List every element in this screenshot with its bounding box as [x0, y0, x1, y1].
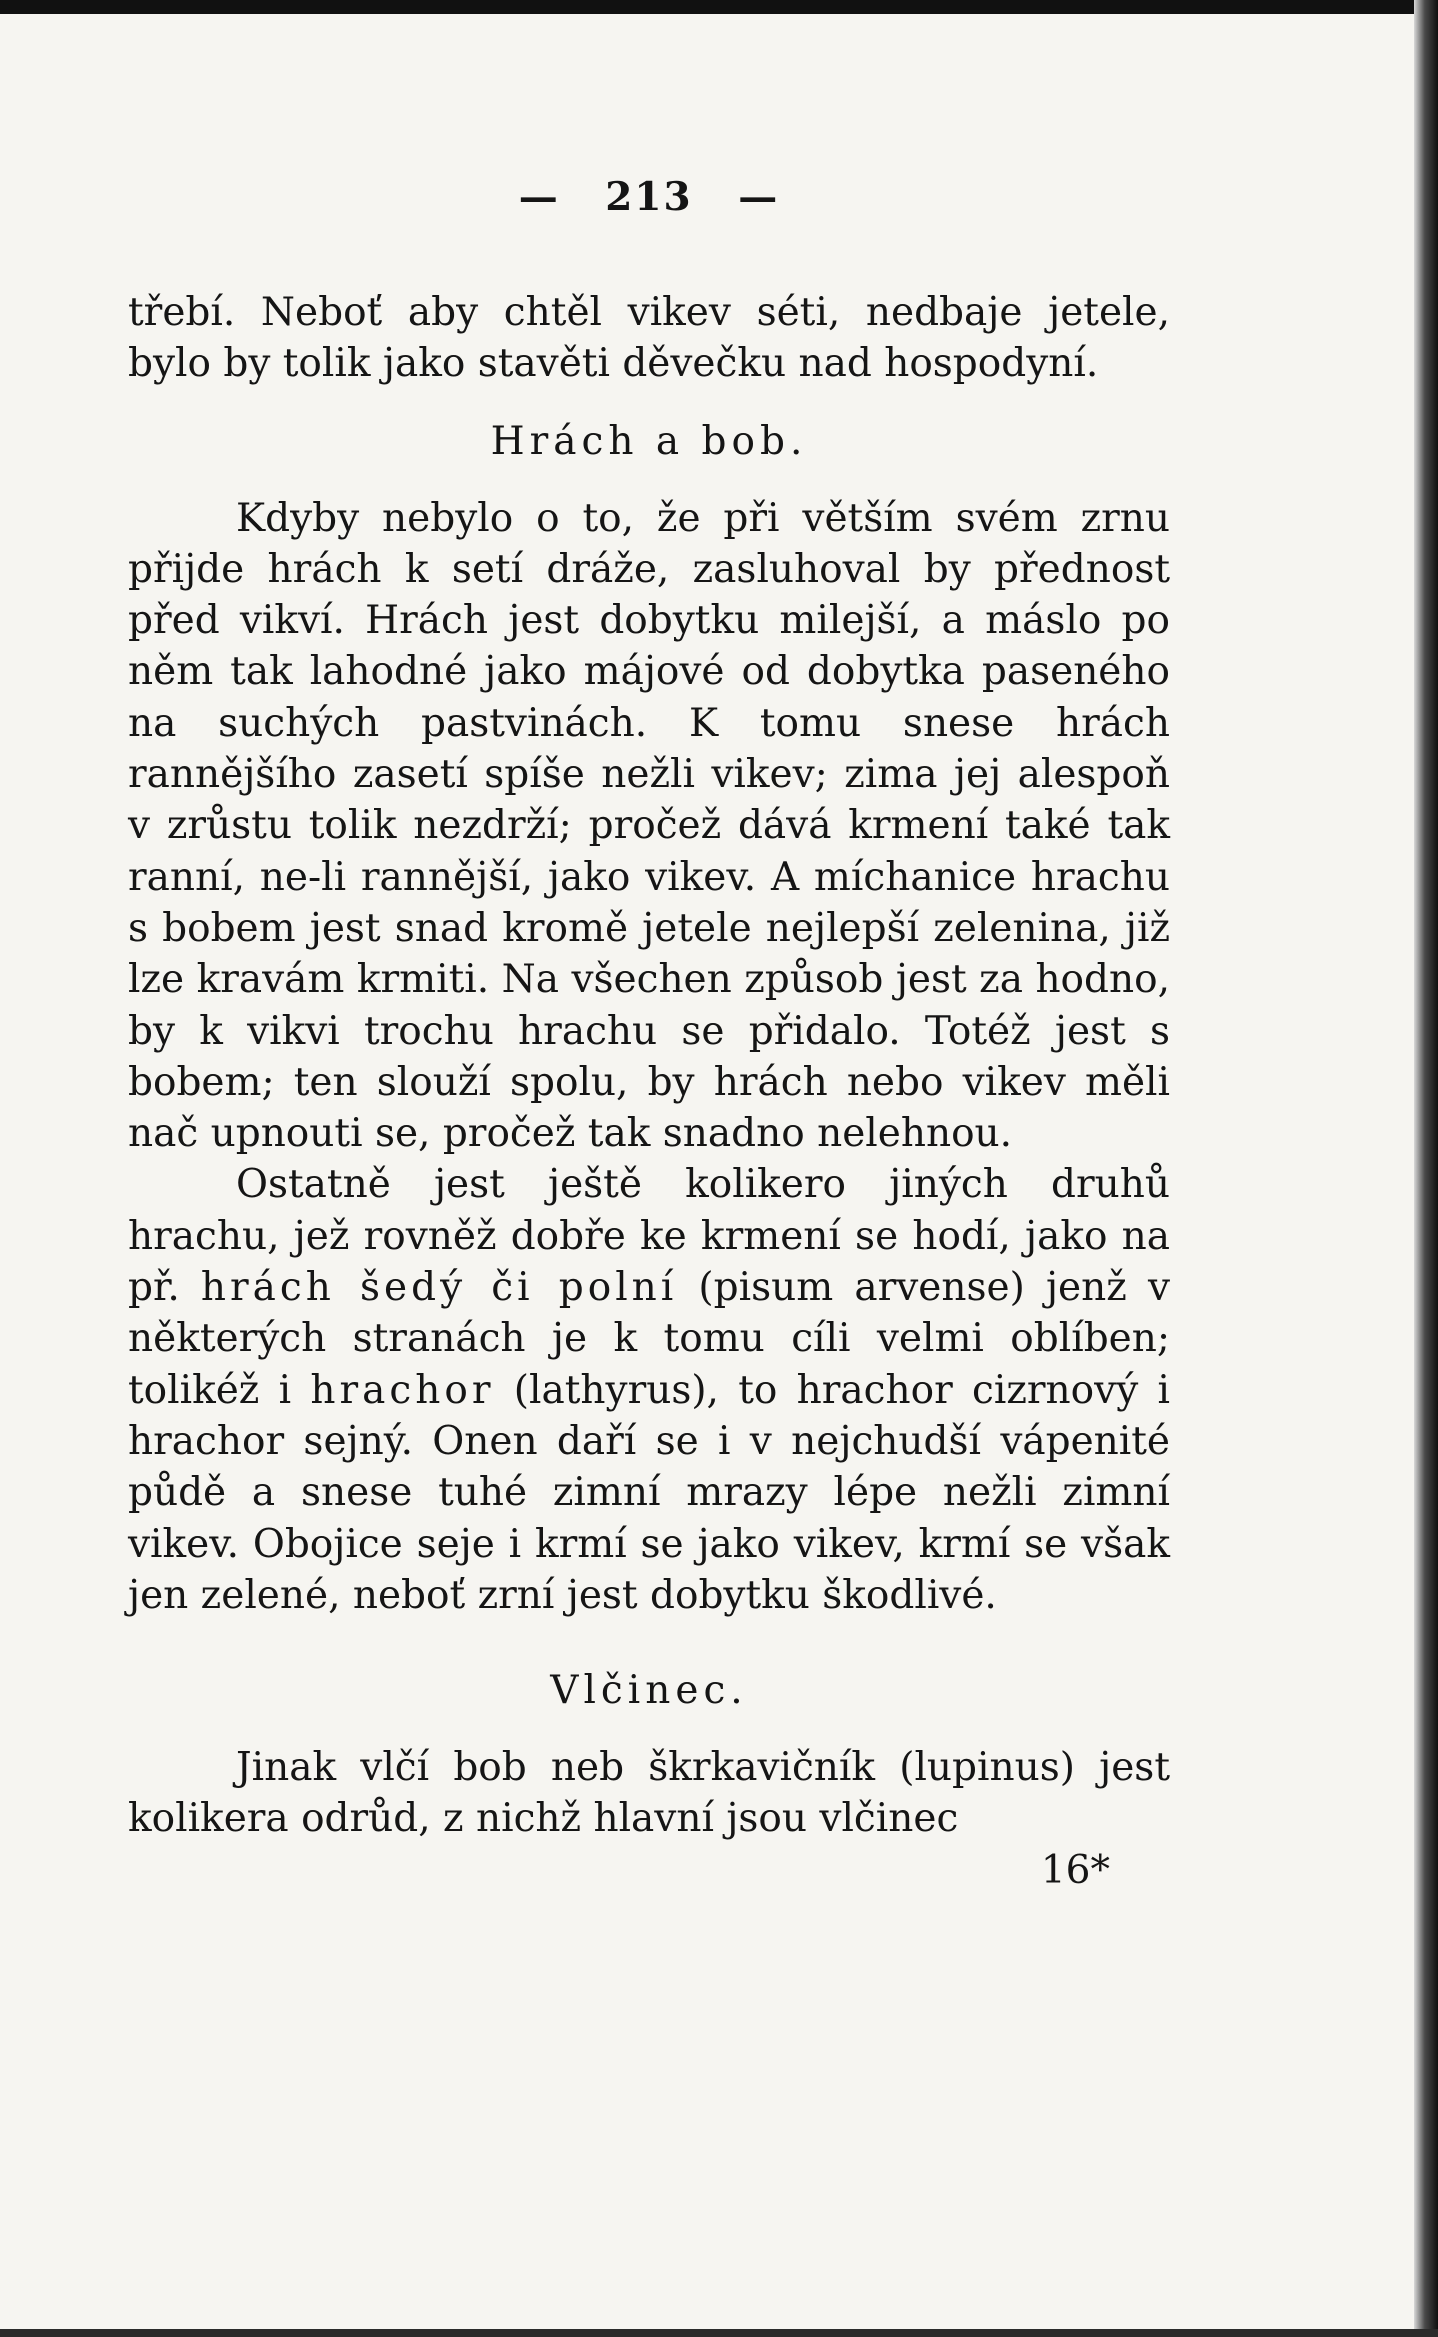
page-bottom-edge — [0, 2329, 1438, 2337]
paragraph-other-varieties — [128, 1159, 1170, 1621]
page-number-dash-left: — — [518, 174, 560, 220]
page-text — [128, 100, 1170, 1896]
page-number: 213 — [605, 174, 693, 220]
paragraph-other-varieties-part-2: (pisum arvense) jenž v některých stranách je k tomu cíli velmi oblíben; tolikéž i — [128, 1265, 1170, 1413]
page-top-edge — [0, 0, 1438, 14]
paragraph-other-varieties-part-3: (lathyrus), to hrachor cizrnový i hrachor sejný. Onen daří se i v nejchudší vápenité půdě a snese tuhé zimní mrazy lépe nežli zimní vikev. Obojice seje i krmí se jako vikev, krmí se však jen zelené, neboť zrní jest dobytku škodlivé. — [128, 1367, 1170, 1618]
term-hrachor: hrachor — [310, 1367, 495, 1413]
page-number-dash-right: — — [738, 174, 780, 220]
section-heading-vlcinec: Vlčinec. — [550, 1668, 748, 1714]
paragraph-continuation: třebí. Neboť aby chtěl vikev séti, nedbaje jetele, bylo by tolik jako stavěti děvečku nad hospodyní. — [128, 290, 1170, 387]
paragraph-other-varieties-part-1: Ostatně jest ještě kolikero jiných druhů hrachu, jež rovněž dobře ke krmení se hodí, jako na př. — [128, 1162, 1170, 1311]
section-heading-hrach-a-bob: Hrách a bob. — [490, 418, 808, 464]
paragraph-hrach-a-bob: Kdyby nebylo o to, že při větším svém zrnu přijde hrách k setí dráže, zasluhoval by přednost před vikví. Hrách jest dobytku milejší, a máslo po něm tak lahodné jako májové od dobytka paseného na suchých pastvinách. K tomu snese hrách rannějšího zasetí spíše nežli vikev; zima jej alespoň v zrůstu tolik nezdrží; pročež dává krmení také tak ranní, ne-li rannější, jako vikev. A míchanice hrachu s bobem jest snad kromě jetele nejlepší zelenina, již lze kravám krmiti. Na všechen způsob jest za hodno, by k vikvi trochu hrachu se přidalo. Totéž jest s bobem; ten slouží spolu, by hrách nebo vikev měli nač upnouti se, pročež tak snadno nelehnou. — [128, 495, 1170, 1157]
page-binding-edge — [1414, 0, 1438, 2337]
term-hrach-sedy: hrách šedý či polní — [200, 1265, 678, 1311]
paragraph-vlcinec: Jinak vlčí bob neb škrkavičník (lupinus) jest kolikera odrůd, z nichž hlavní jsou vlčinec — [128, 1745, 1170, 1842]
page-number-line — [128, 172, 1170, 223]
signature-mark: 16* — [1040, 1847, 1110, 1893]
